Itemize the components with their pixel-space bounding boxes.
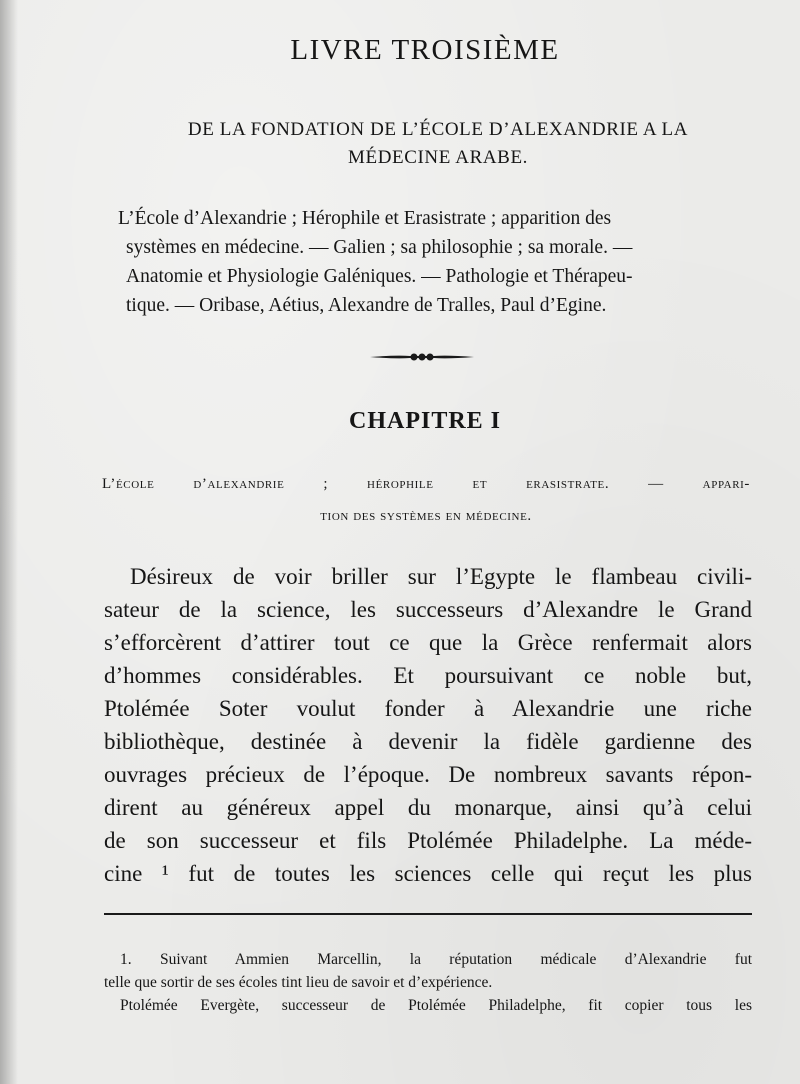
body-line: bibliothèque, destinée à devenir la fidèle gardienne des: [104, 729, 752, 754]
chapter-subtitle-line: L’école d’alexandrie ; hérophile et erasistrate. — appari-: [102, 476, 750, 492]
footnote-line: telle que sortir de ses écoles tint lieu de savoir et d’expérience.: [104, 974, 493, 991]
part-title: [118, 116, 758, 172]
ornament-divider: [370, 350, 474, 364]
part-title-line: MÉDECINE ARABE.: [348, 147, 528, 168]
page-edge-shadow: [0, 0, 18, 1084]
chapter-subtitle-line: tion des systèmes en médecine.: [320, 508, 532, 524]
chapter-body: [104, 560, 752, 890]
summary-line: tique. — Oribase, Aétius, Alexandre de Tralles, Paul d’Egine.: [126, 295, 607, 316]
summary-line: systèmes en médecine. — Galien ; sa philosophie ; sa morale. —: [126, 237, 633, 258]
body-line: Désireux de voir briller sur l’Egypte le flambeau civili-: [130, 564, 752, 589]
summary-line: Anatomie et Physiologie Galéniques. — Pathologie et Thérapeu-: [126, 266, 633, 287]
summary-line: L’École d’Alexandrie ; Hérophile et Erasistrate ; apparition des: [118, 208, 612, 229]
chapter-title: CHAPITRE I: [348, 408, 502, 434]
body-line: s’efforcèrent d’attirer tout ce que la Grèce renfermait alors: [104, 630, 752, 655]
part-title-line: DE LA FONDATION DE L’ÉCOLE D’ALEXANDRIE A LA: [187, 119, 689, 140]
body-line: de son successeur et fils Ptolémée Philadelphe. La méde-: [104, 828, 752, 853]
footnotes: [104, 948, 752, 1017]
book-title: LIVRE TROISIÈME: [290, 34, 560, 66]
chapter-subtitle: [102, 468, 750, 532]
book-summary: [118, 204, 750, 320]
body-line: sateur de la science, les successeurs d’Alexandre le Grand: [104, 597, 752, 622]
body-line: cine ¹ fut de toutes les sciences celle qui reçut les plus: [104, 861, 752, 886]
body-line: Ptolémée Soter voulut fonder à Alexandrie une riche: [104, 696, 752, 721]
footnote-line: Ptolémée Evergète, successeur de Ptolémée Philadelphe, fit copier tous les: [120, 997, 752, 1014]
footnote-line: 1. Suivant Ammien Marcellin, la réputation médicale d’Alexandrie fut: [120, 951, 752, 968]
body-line: dirent au généreux appel du monarque, ainsi qu’à celui: [104, 795, 752, 820]
body-line: d’hommes considérables. Et poursuivant ce noble but,: [104, 663, 752, 688]
footnote-rule: [104, 913, 752, 915]
body-line: ouvrages précieux de l’époque. De nombreux savants répon-: [104, 762, 752, 787]
